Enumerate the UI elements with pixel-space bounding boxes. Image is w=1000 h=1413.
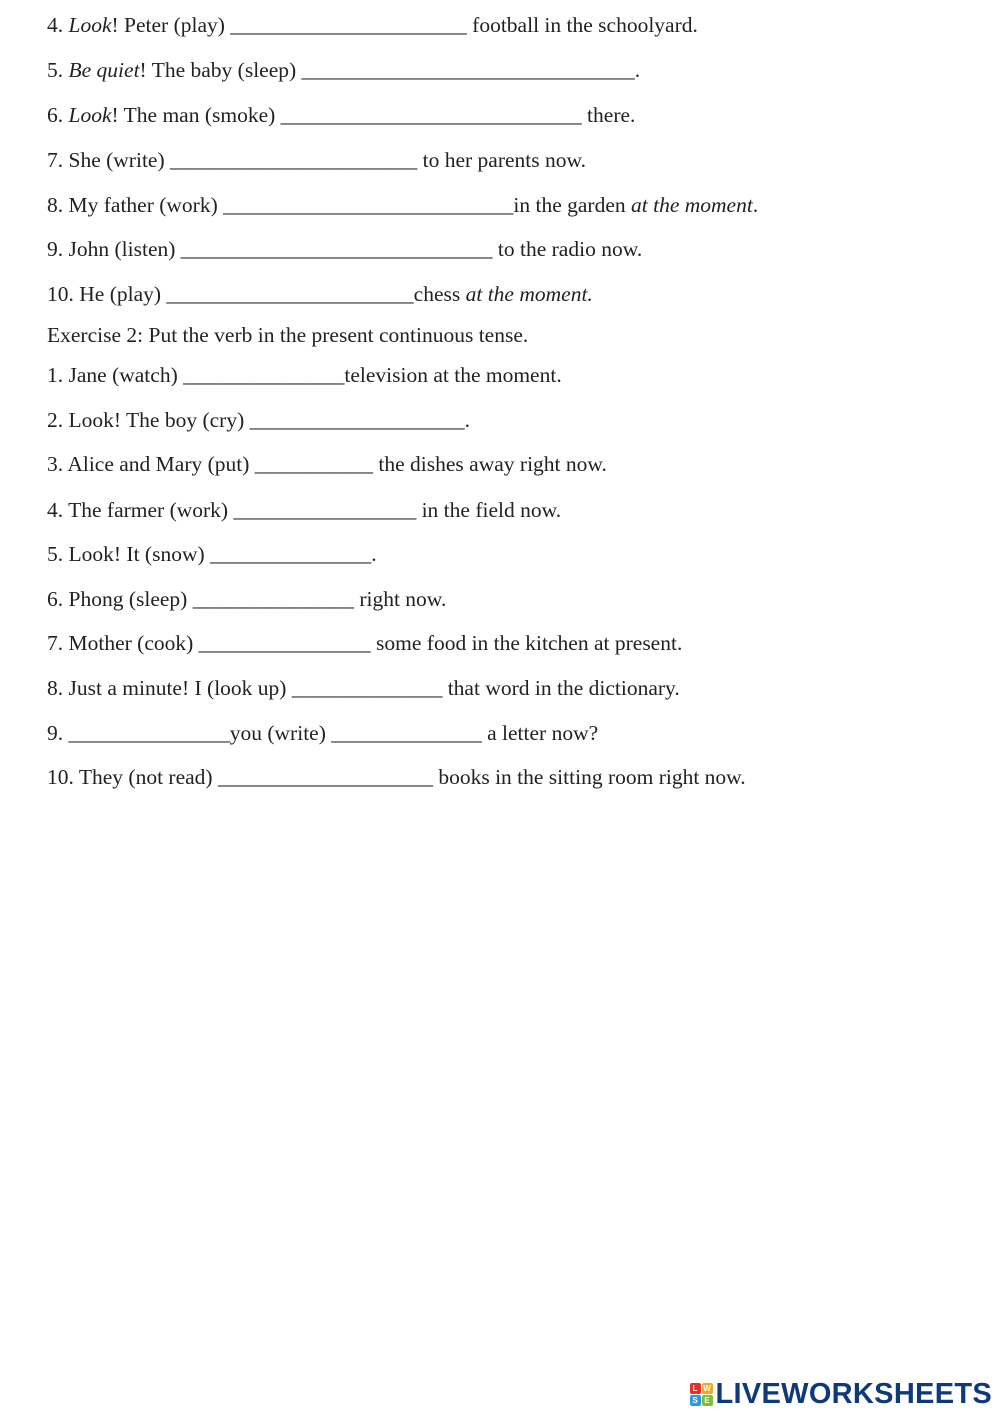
answer-blank[interactable]: ___________________________ xyxy=(223,193,514,217)
exercise2-item-5[interactable]: 5. Look! It (snow) _______________. xyxy=(47,542,377,566)
exercise2-item-9[interactable]: 9. _______________you (write) ______________ a letter now? xyxy=(47,721,599,745)
exercise2-heading: Exercise 2: Put the verb in the present continuous tense. xyxy=(47,323,529,347)
item-text: to her parents now. xyxy=(417,148,587,172)
logo-tile: E xyxy=(702,1395,713,1406)
item-text: John (listen) xyxy=(68,237,181,261)
item-text: to the radio now. xyxy=(492,237,643,261)
exercise2-item-7[interactable]: 7. Mother (cook) ________________ some food in the kitchen at present. xyxy=(47,631,683,655)
exercise2-item-3[interactable]: 3. Alice and Mary (put) ___________ the dishes away right now. xyxy=(47,452,607,476)
item-emphasis: at the moment xyxy=(631,193,753,217)
exercise2-item-4[interactable]: 4. The farmer (work) _________________ in the field now. xyxy=(47,498,562,522)
item-text: in the garden xyxy=(513,193,632,217)
brand-name: LIVEWORKSHEETS xyxy=(715,1377,992,1410)
answer-blank[interactable]: _______________________ xyxy=(166,282,414,306)
exercise1-item-8 xyxy=(47,191,758,219)
item-emphasis: Look xyxy=(68,13,112,37)
item-emphasis: at the moment. xyxy=(465,282,593,306)
item-emphasis: Be quiet xyxy=(68,58,140,82)
item-text: She (write) xyxy=(68,148,170,172)
logo-tile: W xyxy=(703,1383,711,1393)
liveworksheets-logo-icon xyxy=(690,1383,713,1406)
item-number: 6. xyxy=(47,103,69,127)
answer-blank[interactable]: _____________________________ xyxy=(180,237,493,261)
item-number: 7. xyxy=(47,148,69,172)
exercise1-item-7 xyxy=(47,146,586,174)
answer-blank[interactable]: ______________________ xyxy=(230,13,467,37)
exercise1-item-9 xyxy=(47,235,642,263)
item-emphasis: Look xyxy=(68,103,112,127)
item-text: ! The baby (sleep) xyxy=(139,58,302,82)
item-number: 4. xyxy=(47,13,69,37)
exercise2-item-8[interactable]: 8. Just a minute! I (look up) ______________ that word in the dictionary. xyxy=(47,676,680,700)
logo-tile: S xyxy=(690,1395,701,1406)
exercise1-item-6 xyxy=(47,101,635,129)
item-text: chess xyxy=(413,282,466,306)
answer-blank[interactable]: ____________________________ xyxy=(280,103,582,127)
answer-blank[interactable]: _______________________ xyxy=(170,148,418,172)
exercise1-item-4 xyxy=(47,11,698,39)
logo-tile: L xyxy=(690,1383,701,1394)
item-text: ! Peter (play) xyxy=(111,13,231,37)
item-number: 8. xyxy=(47,193,69,217)
item-text: . xyxy=(634,58,641,82)
item-text: football in the schoolyard. xyxy=(466,13,698,37)
exercise1-item-5 xyxy=(47,56,640,84)
item-text: He (play) xyxy=(79,282,167,306)
liveworksheets-brand xyxy=(690,1379,993,1409)
exercise2-item-6[interactable]: 6. Phong (sleep) _______________ right now. xyxy=(47,587,447,611)
item-number: 9. xyxy=(47,237,69,261)
item-number: 5. xyxy=(47,58,69,82)
item-text: . xyxy=(752,193,759,217)
exercise2-item-2[interactable]: 2. Look! The boy (cry) ____________________. xyxy=(47,408,470,432)
answer-blank[interactable]: _______________________________ xyxy=(301,58,635,82)
item-text: ! The man (smoke) xyxy=(111,103,281,127)
item-number: 10. xyxy=(47,282,80,306)
exercise2-item-10[interactable]: 10. They (not read) ____________________ books in the sitting room right now. xyxy=(47,765,746,789)
exercise2-item-1[interactable]: 1. Jane (watch) _______________television at the moment. xyxy=(47,363,562,387)
exercise1-item-10 xyxy=(47,280,593,308)
item-text: My father (work) xyxy=(68,193,224,217)
item-text: there. xyxy=(581,103,636,127)
